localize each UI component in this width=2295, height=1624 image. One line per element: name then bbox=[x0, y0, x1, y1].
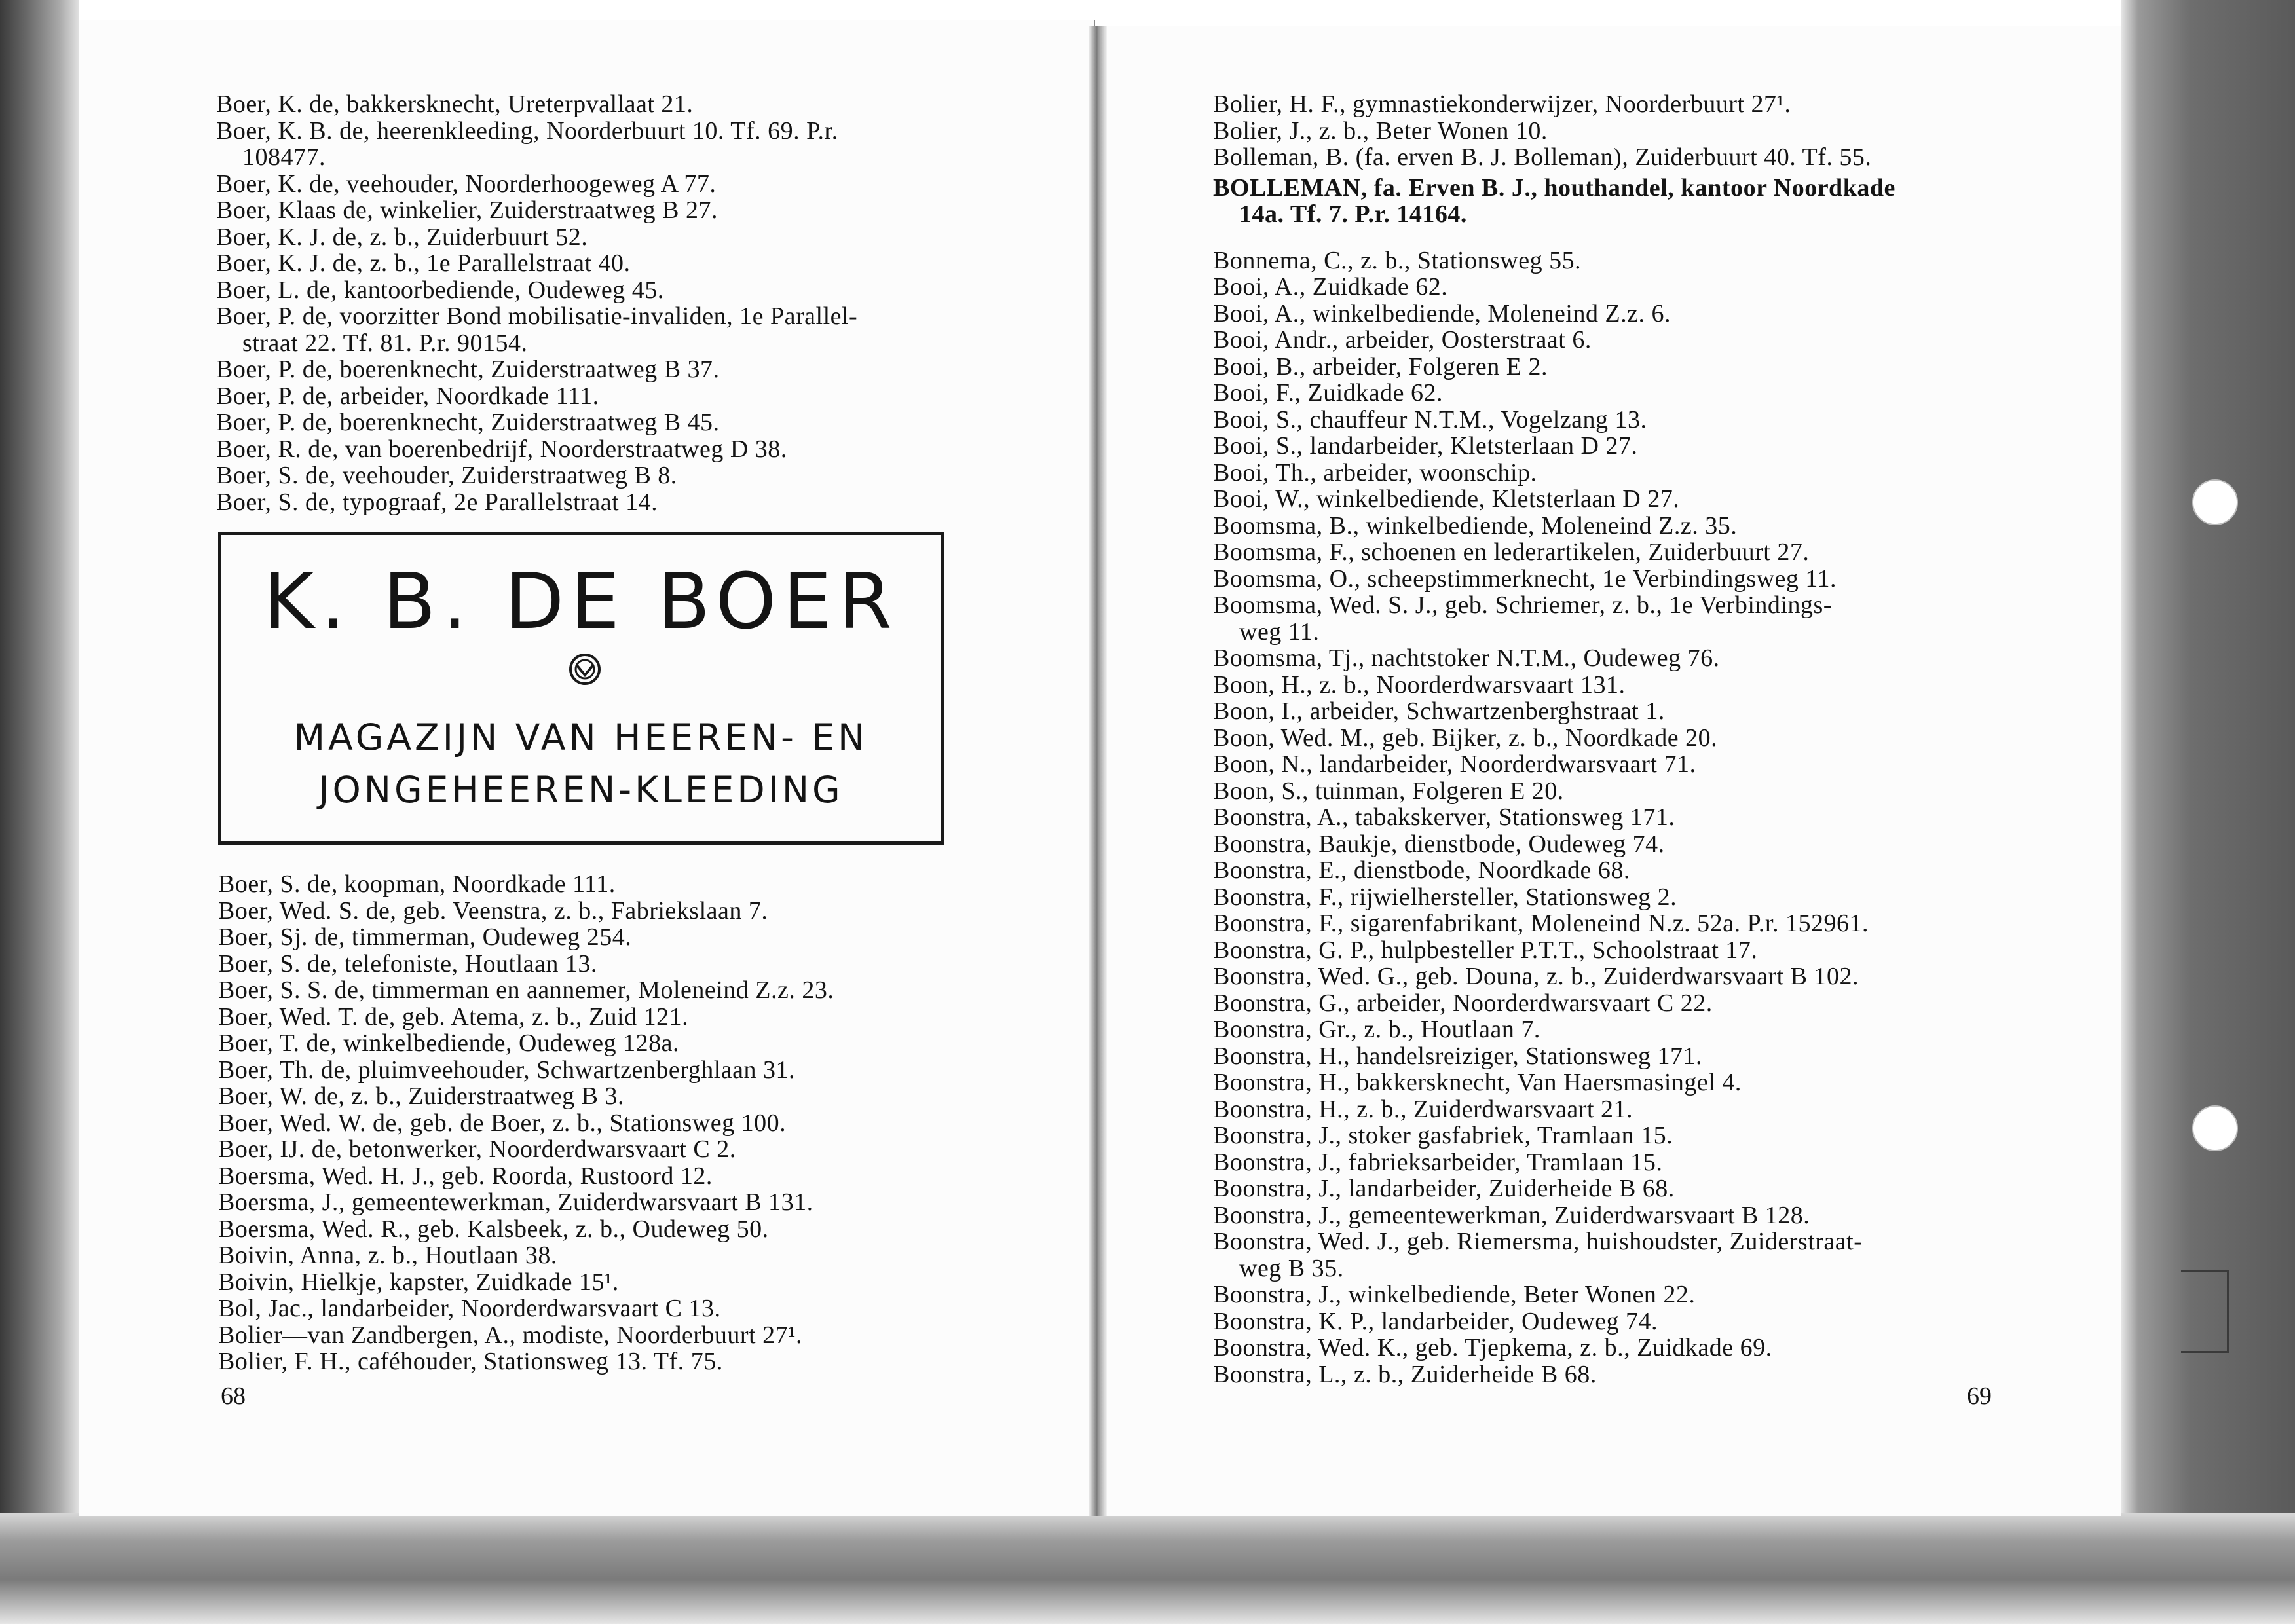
directory-entry: Booi, W., winkelbediende, Kletsterlaan D 27. bbox=[1213, 485, 1680, 513]
directory-entry: Boer, Sj. de, timmerman, Oudeweg 254. bbox=[218, 923, 632, 951]
directory-entry: Boonstra, J., fabrieksarbeider, Tramlaan 15. bbox=[1213, 1148, 1663, 1176]
directory-entry: Boer, S. de, veehouder, Zuiderstraatweg B 8. bbox=[216, 462, 677, 489]
scan-shadow-left bbox=[0, 0, 79, 1624]
directory-entry: Boer, S. de, typograaf, 2e Parallelstraat 14. bbox=[216, 488, 658, 516]
directory-entry: Boer, K. de, veehouder, Noorderhoogeweg A 77. bbox=[216, 170, 717, 198]
directory-entry: Boonstra, E., dienstbode, Noordkade 68. bbox=[1213, 857, 1630, 884]
directory-entry: Boer, K. de, bakkersknecht, Ureterpvallaat 21. bbox=[216, 90, 694, 118]
directory-entry: Boomsma, Tj., nachtstoker N.T.M., Oudeweg 76. bbox=[1213, 644, 1720, 672]
scan-shadow-right bbox=[2121, 0, 2295, 1624]
binder-tab bbox=[2181, 1270, 2229, 1353]
directory-entry: Boonstra, J., landarbeider, Zuiderheide B 68. bbox=[1213, 1175, 1675, 1202]
directory-entry: Booi, Th., arbeider, woonschip. bbox=[1213, 458, 1537, 487]
directory-entry-bold: 14a. Tf. 7. P.r. 14164. bbox=[1239, 200, 1467, 228]
directory-entry: Boonstra, H., bakkersknecht, Van Haersmasingel 4. bbox=[1213, 1069, 1742, 1096]
advertisement-box bbox=[218, 532, 944, 845]
advert-company-name: K. B. DE BOER bbox=[263, 556, 899, 646]
directory-entry: Boer, S. S. de, timmerman en aannemer, Moleneind Z.z. 23. bbox=[218, 976, 834, 1004]
directory-entry: Boonstra, Wed. J., geb. Riemersma, huishoudster, Zuiderstraat- bbox=[1213, 1228, 1863, 1255]
right-entries bbox=[1213, 91, 1895, 1388]
directory-entry: Boersma, J., gemeentewerkman, Zuiderdwarsvaart B 131. bbox=[218, 1189, 813, 1216]
directory-entry: Booi, A., winkelbediende, Moleneind Z.z. 6. bbox=[1213, 299, 1671, 327]
directory-entry: Booi, B., arbeider, Folgeren E 2. bbox=[1213, 352, 1548, 380]
directory-entry: Boonstra, H., z. b., Zuiderdwarsvaart 21. bbox=[1213, 1095, 1633, 1123]
directory-entry: Boer, Wed. W. de, geb. de Boer, z. b., Stationsweg 100. bbox=[218, 1109, 787, 1137]
page-number-left: 68 bbox=[221, 1382, 246, 1410]
directory-entry: Boomsma, F., schoenen en lederartikelen, Zuiderbuurt 27. bbox=[1213, 538, 1810, 566]
directory-entry: Boer, Th. de, pluimveehouder, Schwartzenberghlaan 31. bbox=[218, 1056, 796, 1084]
directory-entry: Boer, R. de, van boerenbedrijf, Noorderstraatweg D 38. bbox=[216, 435, 787, 463]
directory-entry: Boonstra, A., tabakskerver, Stationsweg 171. bbox=[1213, 803, 1675, 831]
directory-entry: Boersma, Wed. R., geb. Kalsbeek, z. b., Oudeweg 50. bbox=[218, 1215, 769, 1243]
directory-entry: Boer, P. de, boerenknecht, Zuiderstraatweg B 37. bbox=[216, 356, 720, 383]
directory-entry: weg 11. bbox=[1239, 618, 1320, 646]
page-number-right: 69 bbox=[1967, 1382, 1992, 1410]
directory-entry: Boer, S. de, koopman, Noordkade 111. bbox=[218, 870, 616, 898]
directory-entry: Boer, K. B. de, heerenkleeding, Noorderbuurt 10. Tf. 69. P.r. bbox=[216, 117, 838, 145]
directory-entry: Boonstra, Baukje, dienstbode, Oudeweg 74. bbox=[1213, 830, 1665, 858]
directory-entry: Bolier, J., z. b., Beter Wonen 10. bbox=[1213, 117, 1548, 145]
directory-entry: Boer, Klaas de, winkelier, Zuiderstraatweg B 27. bbox=[216, 196, 718, 224]
directory-entry: Boonstra, Gr., z. b., Houtlaan 7. bbox=[1213, 1016, 1540, 1043]
directory-entry: Boon, I., arbeider, Schwartzenberghstraat 1. bbox=[1213, 697, 1665, 725]
directory-entry: Boer, T. de, winkelbediende, Oudeweg 128a. bbox=[218, 1029, 679, 1057]
directory-entry: straat 22. Tf. 81. P.r. 90154. bbox=[242, 329, 528, 357]
directory-entry: Bonnema, C., z. b., Stationsweg 55. bbox=[1213, 246, 1582, 274]
directory-entry: Bolier, H. F., gymnastiekonderwijzer, Noorderbuurt 27¹. bbox=[1213, 90, 1791, 118]
directory-entry: 108477. bbox=[242, 143, 326, 171]
directory-entry: Boer, P. de, voorzitter Bond mobilisatie-invaliden, 1e Parallel- bbox=[216, 303, 858, 330]
directory-entry: Boomsma, B., winkelbediende, Moleneind Z.z. 35. bbox=[1213, 511, 1738, 540]
directory-entry: Boer, K. J. de, z. b., Zuiderbuurt 52. bbox=[216, 223, 588, 251]
directory-entry: Boer, S. de, telefoniste, Houtlaan 13. bbox=[218, 950, 597, 978]
directory-entry: weg B 35. bbox=[1239, 1254, 1344, 1282]
directory-entry: Booi, A., Zuidkade 62. bbox=[1213, 273, 1448, 301]
directory-entry: Boivin, Hielkje, kapster, Zuidkade 15¹. bbox=[218, 1268, 619, 1296]
directory-entry: Boer, P. de, arbeider, Noordkade 111. bbox=[216, 382, 599, 410]
directory-entry: Boomsma, Wed. S. J., geb. Schriemer, z. b., 1e Verbindings- bbox=[1213, 591, 1832, 619]
directory-entry: Boonstra, J., gemeentewerkman, Zuiderdwarsvaart B 128. bbox=[1213, 1201, 1810, 1229]
directory-entry: Boon, Wed. M., geb. Bijker, z. b., Noordkade 20. bbox=[1213, 724, 1718, 752]
directory-entry: Booi, S., landarbeider, Kletsterlaan D 27. bbox=[1213, 432, 1638, 460]
directory-entry: Booi, F., Zuidkade 62. bbox=[1213, 379, 1443, 407]
scan-shadow-bottom bbox=[0, 1513, 2295, 1624]
directory-entry: Bol, Jac., landarbeider, Noorderdwarsvaart C 13. bbox=[218, 1295, 721, 1322]
directory-entry: Boon, N., landarbeider, Noorderdwarsvaart 71. bbox=[1213, 750, 1696, 778]
directory-entry: Bolier, F. H., caféhouder, Stationsweg 13. Tf. 75. bbox=[218, 1348, 723, 1375]
advert-tagline-2: JONGEHEEREN-KLEEDING bbox=[318, 769, 844, 811]
directory-entry: Booi, Andr., arbeider, Oosterstraat 6. bbox=[1213, 326, 1592, 354]
directory-entry: Boer, P. de, boerenknecht, Zuiderstraatweg B 45. bbox=[216, 409, 720, 436]
directory-entry: Boonstra, L., z. b., Zuiderheide B 68. bbox=[1213, 1360, 1597, 1388]
directory-entry: Boonstra, G., arbeider, Noorderdwarsvaart C 22. bbox=[1213, 989, 1713, 1017]
directory-entry: Boivin, Anna, z. b., Houtlaan 38. bbox=[218, 1242, 557, 1269]
directory-entry: Boonstra, J., stoker gasfabriek, Tramlaan 15. bbox=[1213, 1122, 1673, 1149]
punch-hole bbox=[2192, 1105, 2238, 1151]
directory-entry: Boonstra, F., sigarenfabrikant, Moleneind N.z. 52a. P.r. 152961. bbox=[1213, 910, 1869, 937]
directory-entry: Boer, K. J. de, z. b., 1e Parallelstraat 40. bbox=[216, 249, 631, 277]
directory-entry: Boon, H., z. b., Noorderdwarsvaart 131. bbox=[1213, 671, 1626, 699]
directory-entry: Boersma, Wed. H. J., geb. Roorda, Rustoord 12. bbox=[218, 1162, 713, 1190]
directory-entry: Boonstra, H., handelsreiziger, Stationsweg 171. bbox=[1213, 1042, 1703, 1070]
advert-tagline-1: MAGAZIJN VAN HEEREN- EN bbox=[293, 716, 868, 758]
directory-entry: Boonstra, K. P., landarbeider, Oudeweg 74. bbox=[1213, 1307, 1658, 1335]
directory-entry: Boer, W. de, z. b., Zuiderstraatweg B 3. bbox=[218, 1082, 625, 1110]
left-entries-top bbox=[216, 91, 857, 515]
monogram-emblem-icon bbox=[569, 653, 601, 686]
directory-entry: Boonstra, F., rijwielhersteller, Stationsweg 2. bbox=[1213, 883, 1677, 911]
directory-entry: Booi, S., chauffeur N.T.M., Vogelzang 13. bbox=[1213, 405, 1647, 434]
directory-entry-bold: BOLLEMAN, fa. Erven B. J., houthandel, kantoor Noordkade bbox=[1213, 174, 1895, 202]
directory-entry: Boon, S., tuinman, Folgeren E 20. bbox=[1213, 777, 1564, 805]
directory-entry: Boomsma, O., scheepstimmerknecht, 1e Verbindingsweg 11. bbox=[1213, 564, 1837, 593]
directory-entry: Boer, L. de, kantoorbediende, Oudeweg 45. bbox=[216, 276, 664, 304]
directory-entry: Boonstra, Wed. K., geb. Tjepkema, z. b., Zuidkade 69. bbox=[1213, 1334, 1772, 1361]
directory-entry: Boer, Wed. T. de, geb. Atema, z. b., Zuid 121. bbox=[218, 1003, 689, 1031]
directory-entry: Boonstra, G. P., hulpbesteller P.T.T., Schoolstraat 17. bbox=[1213, 936, 1758, 964]
directory-entry: Bolier—van Zandbergen, A., modiste, Noorderbuurt 27¹. bbox=[218, 1321, 803, 1349]
directory-entry: Boer, Wed. S. de, geb. Veenstra, z. b., Fabriekslaan 7. bbox=[218, 896, 768, 925]
left-entries-bottom bbox=[218, 871, 834, 1375]
directory-entry: Boonstra, J., winkelbediende, Beter Wonen 22. bbox=[1213, 1281, 1696, 1308]
directory-entry: Boonstra, Wed. G., geb. Douna, z. b., Zuiderdwarsvaart B 102. bbox=[1213, 963, 1859, 990]
directory-entry: Boer, IJ. de, betonwerker, Noorderdwarsvaart C 2. bbox=[218, 1135, 736, 1163]
punch-hole bbox=[2192, 479, 2238, 525]
directory-entry: Bolleman, B. (fa. erven B. J. Bolleman), Zuiderbuurt 40. Tf. 55. bbox=[1213, 143, 1872, 171]
book-gutter bbox=[1089, 26, 1107, 1516]
